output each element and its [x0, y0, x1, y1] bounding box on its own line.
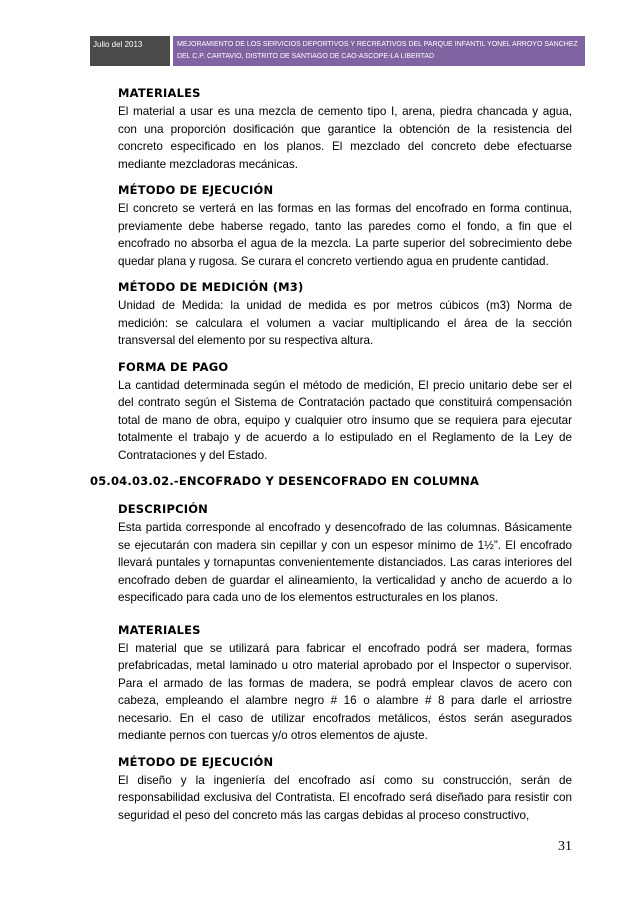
section-heading: FORMA DE PAGO	[118, 359, 229, 374]
section-text: El concreto se verterá en las formas en las formas del encofrado en forma continua, previamente debe haberse regado, tanto las paredes como el fondo, a fin que el encofrado no absorba el agua de la mezcla. La parte superior del sobrecimiento debe quedar plana y rugosa. Se curara el concreto vertiendo agua en prudente cantidad.	[118, 202, 572, 268]
header-title: MEJORAMIENTO DE LOS SERVICIOS DEPORTIVOS Y RECREATIVOS DEL PARQUE INFANTIL YONEL ARROYO SANCHEZ DEL C.P. CARTAVIO, DISTRITO DE SANTIAGO DE CAO-ASCOPE-LA LIBERTAD	[173, 36, 585, 66]
section-materiales-2	[90, 623, 572, 745]
section-heading: MATERIALES	[118, 622, 201, 637]
section-heading: MÉTODO DE MEDICIÓN (M3)	[118, 280, 304, 294]
section-text: El material a usar es una mezcla de cemento tipo I, arena, piedra chancada y agua, con una proporción dosificación que garantice la obtención de la resistencia del concreto especificado en los planos. El mezclado del concreto debe efectuarse mediante mezcladoras mecánicas.	[118, 105, 572, 171]
page-number: 31	[558, 839, 572, 854]
section-text: El diseño y la ingeniería del encofrado así como su construcción, serán de responsabilidad exclusiva del Contratista. El encofrado será diseñado para resistir con seguridad el peso del concreto más las cargas debidas al proceso constructivo,	[118, 773, 572, 822]
section-metodo-ejecucion-1	[90, 183, 572, 270]
section-text: Esta partida corresponde al encofrado y desencofrado de las columnas. Básicamente se ejecutarán con madera sin cepillar y con un espesor mínimo de 1½”. El encofrado llevará puntales y tornapuntas convenientemente distanciados. Las caras interiores del encofrado deben de guardar el alineamiento, la verticalidad y ancho de acuerdo a lo especificado para cada uno de los elementos estructurales en los planos.	[118, 521, 572, 604]
section-heading: MATERIALES	[118, 86, 201, 100]
document-body	[90, 86, 572, 824]
section-metodo-ejecucion-2	[90, 755, 572, 825]
section-heading: MÉTODO DE EJECUCIÓN	[118, 754, 274, 769]
section-metodo-medicion	[90, 280, 572, 350]
section-descripcion	[90, 502, 572, 607]
section-forma-pago	[90, 360, 572, 465]
section-heading: MÉTODO DE EJECUCIÓN	[118, 183, 274, 197]
header-date: Julio del 2013	[90, 36, 170, 66]
section-materiales-1	[90, 86, 572, 173]
section-text: La cantidad determinada según el método de medición, El precio unitario debe ser el del contrato según el Sistema de Contratación pactado que constituirá compensación total de mano de obra, equipo y cualquier otro insumo que se requiera para ejecutar totalmente el trabajo y de acuerdo a lo estipulado en el Reglamento de la Ley de Contrataciones y del Estado.	[118, 378, 572, 462]
main-section-heading: 05.04.03.02.-ENCOFRADO Y DESENCOFRADO EN COLUMNA	[90, 474, 480, 488]
section-heading: DESCRIPCIÓN	[118, 502, 209, 516]
section-text: El material que se utilizará para fabricar el encofrado podrá ser madera, formas prefabricadas, metal laminado u otro material aprobado por el Inspector o supervisor. Para el armado de las formas de madera, se podrá emplear clavos de acero con cabeza, empleando el alambre negro # 16 o alambre # 8 para darle el arriostre necesario. En el caso de utilizar encofrados metálicos, éstos serán asegurados mediante pernos con tuercas y/o otros elementos de ajuste.	[118, 641, 572, 742]
section-text: Unidad de Medida: la unidad de medida es por metros cúbicos (m3) Norma de medición: se calculara el volumen a vaciar multiplicando el área de la sección transversal del elemento por su respectiva altura.	[118, 299, 572, 347]
page-header	[90, 36, 585, 66]
